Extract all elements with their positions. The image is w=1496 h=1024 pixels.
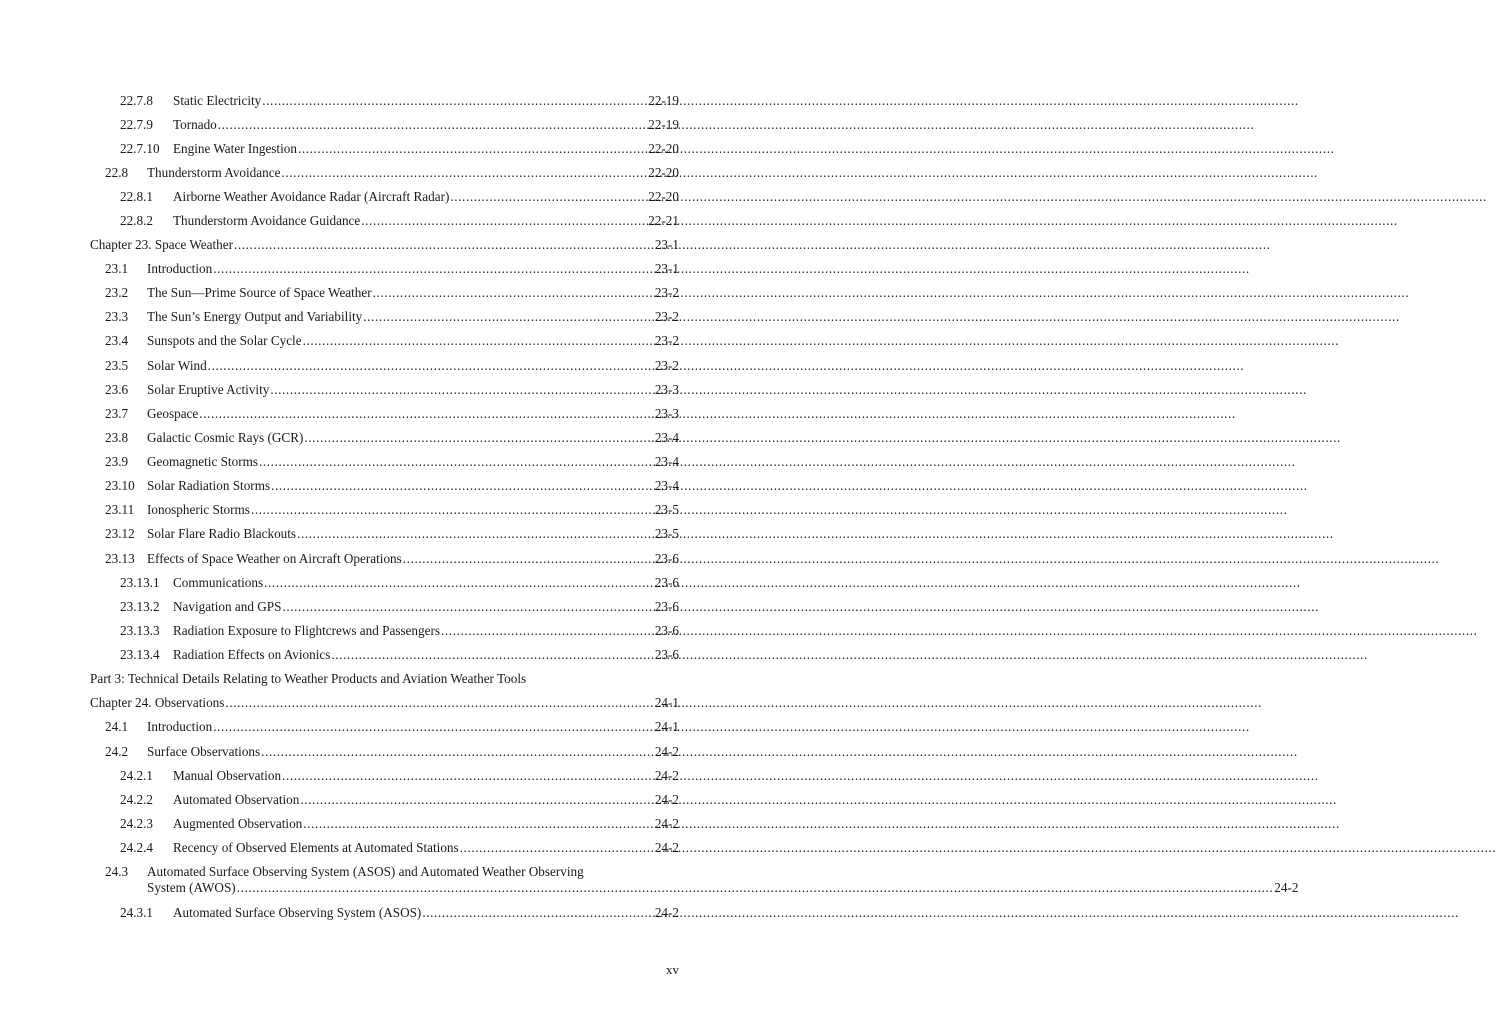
- toc-entry-title: Solar Flare Radio Blackouts: [147, 526, 297, 541]
- toc-entry-page: 23-1: [654, 237, 679, 252]
- toc-entry-title: Thunderstorm Avoidance Guidance: [173, 213, 361, 228]
- dot-leader: [373, 285, 654, 301]
- toc-entry[interactable]: [105, 406, 679, 422]
- dot-leader: [237, 880, 1274, 896]
- toc-entry-page: 22-21: [648, 213, 679, 228]
- toc-entry-title: Introduction: [147, 719, 213, 734]
- toc-entry-title: Automated Surface Observing System (ASOS) and Automated Weather Observing: [147, 864, 584, 879]
- toc-entry-number: 22.8.1: [120, 189, 153, 204]
- page-number: xv: [666, 962, 679, 977]
- dot-leader: [297, 526, 654, 542]
- toc-entry-title: The Sun’s Energy Output and Variability: [147, 309, 363, 324]
- toc-entry-title: Effects of Space Weather on Aircraft Operations: [147, 551, 402, 566]
- toc-entry[interactable]: [105, 526, 679, 542]
- toc-entry-number: 23.6: [105, 382, 129, 397]
- toc-entry-page: 23-6: [654, 647, 679, 662]
- toc-entry-page: 22-20: [648, 189, 679, 204]
- toc-entry[interactable]: [120, 599, 679, 615]
- toc-entry[interactable]: [120, 189, 679, 205]
- toc-entry-number: 24.2.3: [120, 816, 153, 831]
- toc-entry-title: Surface Observations: [147, 744, 261, 759]
- dot-leader: [281, 165, 647, 181]
- toc-entry[interactable]: [120, 792, 679, 808]
- toc-entry[interactable]: [120, 575, 679, 591]
- toc-entry-title: Chapter 24. Observations: [90, 695, 225, 710]
- toc-entry-page: 23-6: [654, 623, 679, 638]
- toc-entry[interactable]: [105, 285, 679, 301]
- toc-entry-number: 24.3.1: [120, 905, 153, 920]
- toc-entry-page: 23-2: [654, 285, 679, 300]
- toc-entry-line: [105, 864, 679, 880]
- toc-entry-number: 23.13: [105, 551, 135, 566]
- toc-entry-page: 24-2: [1274, 880, 1299, 895]
- toc-entry-page: 22-20: [648, 165, 679, 180]
- toc-entry-number: 24.3: [105, 864, 129, 879]
- dot-leader: [331, 647, 653, 663]
- toc-entry-title: Introduction: [147, 261, 213, 276]
- toc-entry[interactable]: [120, 905, 679, 921]
- toc-entry-title: Galactic Cosmic Rays (GCR): [147, 430, 304, 445]
- toc-entry-number: 23.1: [105, 261, 129, 276]
- dot-leader: [262, 93, 647, 109]
- dot-leader: [199, 406, 654, 422]
- toc-entry[interactable]: [120, 141, 679, 157]
- toc-entry-title: Airborne Weather Avoidance Radar (Aircraft Radar): [173, 189, 450, 204]
- toc-entry[interactable]: [105, 261, 679, 277]
- toc-entry-title: Geomagnetic Storms: [147, 454, 258, 469]
- toc-entry-number: 23.13.2: [120, 599, 160, 614]
- toc-entry-title: Recency of Observed Elements at Automated Stations: [173, 840, 459, 855]
- dot-leader: [441, 623, 654, 639]
- toc-entry-page: 23-5: [654, 526, 679, 541]
- toc-entry-page: 23-4: [654, 478, 679, 493]
- toc-entry-number: 23.4: [105, 333, 129, 348]
- toc-entry-page: 23-6: [654, 551, 679, 566]
- toc-chapter-entry[interactable]: [90, 237, 679, 253]
- dot-leader: [234, 237, 654, 253]
- toc-entry[interactable]: [105, 744, 679, 760]
- toc-entry-number: 23.10: [105, 478, 135, 493]
- toc-entry-title: Augmented Observation: [173, 816, 303, 831]
- toc-entry-title: Radiation Exposure to Flightcrews and Passengers: [173, 623, 441, 638]
- toc-entry-number: 23.12: [105, 526, 135, 541]
- toc-entry-title: Solar Wind: [147, 358, 207, 373]
- toc-entry[interactable]: [105, 502, 679, 518]
- toc-entry-number: 24.2: [105, 744, 129, 759]
- toc-entry-title: Geospace: [147, 406, 199, 421]
- dot-leader: [422, 905, 653, 921]
- toc-entry-page: 24-1: [654, 719, 679, 734]
- toc-entry-page: 23-3: [654, 382, 679, 397]
- toc-part-heading[interactable]: [90, 671, 526, 687]
- toc-entry[interactable]: [105, 165, 679, 181]
- toc-entry[interactable]: [105, 454, 679, 470]
- toc-entry-number: 22.8: [105, 165, 129, 180]
- dot-leader: [298, 141, 647, 157]
- dot-leader: [213, 719, 654, 735]
- toc-entry[interactable]: [105, 864, 1299, 896]
- toc-entry-page: 23-4: [654, 454, 679, 469]
- dot-leader: [361, 213, 647, 229]
- toc-entry-number: 24.2.1: [120, 768, 153, 783]
- toc-entry-page: 24-1: [654, 695, 679, 710]
- toc-entry-page: 22-19: [648, 93, 679, 108]
- toc-entry[interactable]: [105, 358, 679, 374]
- dot-leader: [303, 816, 654, 832]
- dot-leader: [460, 840, 654, 856]
- dot-leader: [300, 792, 653, 808]
- toc-entry-number: 22.7.10: [120, 141, 160, 156]
- toc-entry-page: 24-2: [654, 744, 679, 759]
- toc-entry[interactable]: [120, 213, 679, 229]
- toc-entry[interactable]: [120, 768, 679, 784]
- toc-entry-title: Static Electricity: [173, 93, 262, 108]
- toc-entry-title: Sunspots and the Solar Cycle: [147, 333, 302, 348]
- dot-leader: [363, 309, 654, 325]
- toc-entry-page: 24-2: [654, 840, 679, 855]
- toc-entry-page: 24-2: [654, 816, 679, 831]
- toc-entry-page: 22-20: [648, 141, 679, 156]
- toc-entry[interactable]: [105, 478, 679, 494]
- toc-entry-number: 23.7: [105, 406, 129, 421]
- toc-entry-title: Chapter 23. Space Weather: [90, 237, 233, 252]
- dot-leader: [251, 502, 654, 518]
- toc-entry-number: 24.2.2: [120, 792, 153, 807]
- toc-entry-title: Solar Radiation Storms: [147, 478, 271, 493]
- dot-leader: [303, 333, 654, 349]
- toc-entry-continuation: [105, 880, 1299, 896]
- toc-entry-number: 22.8.2: [120, 213, 153, 228]
- toc-entry-number: 23.13.3: [120, 623, 160, 638]
- toc-entry[interactable]: [105, 333, 679, 349]
- dot-leader: [261, 744, 654, 760]
- toc-entry-page: 23-4: [654, 430, 679, 445]
- toc-entry-page: 23-5: [654, 502, 679, 517]
- toc-entry-number: 23.13.4: [120, 647, 160, 662]
- toc-entry-page: 24-2: [654, 905, 679, 920]
- toc-entry-page: 23-1: [654, 261, 679, 276]
- dot-leader: [450, 189, 647, 205]
- dot-leader: [270, 382, 653, 398]
- toc-entry-title: Solar Eruptive Activity: [147, 382, 270, 397]
- toc-entry-number: 24.1: [105, 719, 129, 734]
- toc-entry[interactable]: [105, 551, 679, 567]
- toc-entry-title: Ionospheric Storms: [147, 502, 250, 517]
- dot-leader: [282, 768, 654, 784]
- toc-entry[interactable]: [105, 382, 679, 398]
- dot-leader: [218, 117, 647, 133]
- toc-entry-title: Automated Observation: [173, 792, 300, 807]
- dot-leader: [282, 599, 653, 615]
- toc-entry-page: 23-6: [654, 575, 679, 590]
- dot-leader: [271, 478, 654, 494]
- toc-entry[interactable]: [120, 117, 679, 133]
- dot-leader: [259, 454, 654, 470]
- toc-entry[interactable]: [120, 840, 679, 856]
- toc-entry-title: Tornado: [173, 117, 217, 132]
- toc-entry[interactable]: [120, 93, 679, 109]
- toc-entry-page: 23-2: [654, 333, 679, 348]
- toc-chapter-entry[interactable]: [90, 695, 679, 711]
- dot-leader: [225, 695, 653, 711]
- toc-entry-title: Automated Surface Observing System (ASOS): [173, 905, 422, 920]
- toc-entry[interactable]: [120, 816, 679, 832]
- toc-entry-title: Communications: [173, 575, 264, 590]
- toc-entry-title: Radiation Effects on Avionics: [173, 647, 331, 662]
- dot-leader: [264, 575, 654, 591]
- toc-entry-title: The Sun—Prime Source of Space Weather: [147, 285, 372, 300]
- toc-entry-title-continued: System (AWOS): [147, 880, 236, 895]
- toc-entry-title: Thunderstorm Avoidance: [147, 165, 281, 180]
- toc-entry-title: Engine Water Ingestion: [173, 141, 297, 156]
- toc-entry-number: 23.9: [105, 454, 129, 469]
- toc-entry[interactable]: [120, 623, 679, 639]
- toc-part-title: Part 3: Technical Details Relating to Weather Products and Aviation Weather Tools: [90, 671, 527, 686]
- toc-entry[interactable]: [105, 719, 679, 735]
- toc-entry-page: 22-19: [648, 117, 679, 132]
- toc-entry-number: 24.2.4: [120, 840, 153, 855]
- toc-entry-number: 22.7.9: [120, 117, 153, 132]
- toc-entry[interactable]: [105, 309, 679, 325]
- dot-leader: [208, 358, 654, 374]
- toc-entry-page: 23-2: [654, 358, 679, 373]
- toc-entry-title: Manual Observation: [173, 768, 282, 783]
- toc-entry-number: 23.11: [105, 502, 135, 517]
- dot-leader: [213, 261, 654, 277]
- toc-entry-page: 23-3: [654, 406, 679, 421]
- toc-entry-number: 23.3: [105, 309, 129, 324]
- toc-entry[interactable]: [105, 430, 679, 446]
- toc-entry-page: 23-6: [654, 599, 679, 614]
- dot-leader: [403, 551, 654, 567]
- toc-entry-number: 22.7.8: [120, 93, 153, 108]
- toc-entry-number: 23.5: [105, 358, 129, 373]
- dot-leader: [304, 430, 653, 446]
- toc-entry-page: 24-2: [654, 768, 679, 783]
- toc-entry-number: 23.8: [105, 430, 129, 445]
- toc-entry-number: 23.2: [105, 285, 129, 300]
- toc-entry[interactable]: [120, 647, 679, 663]
- toc-entry-number: 23.13.1: [120, 575, 160, 590]
- toc-entry-page: 24-2: [654, 792, 679, 807]
- toc-entry-page: 23-2: [654, 309, 679, 324]
- toc-entry-title: Navigation and GPS: [173, 599, 282, 614]
